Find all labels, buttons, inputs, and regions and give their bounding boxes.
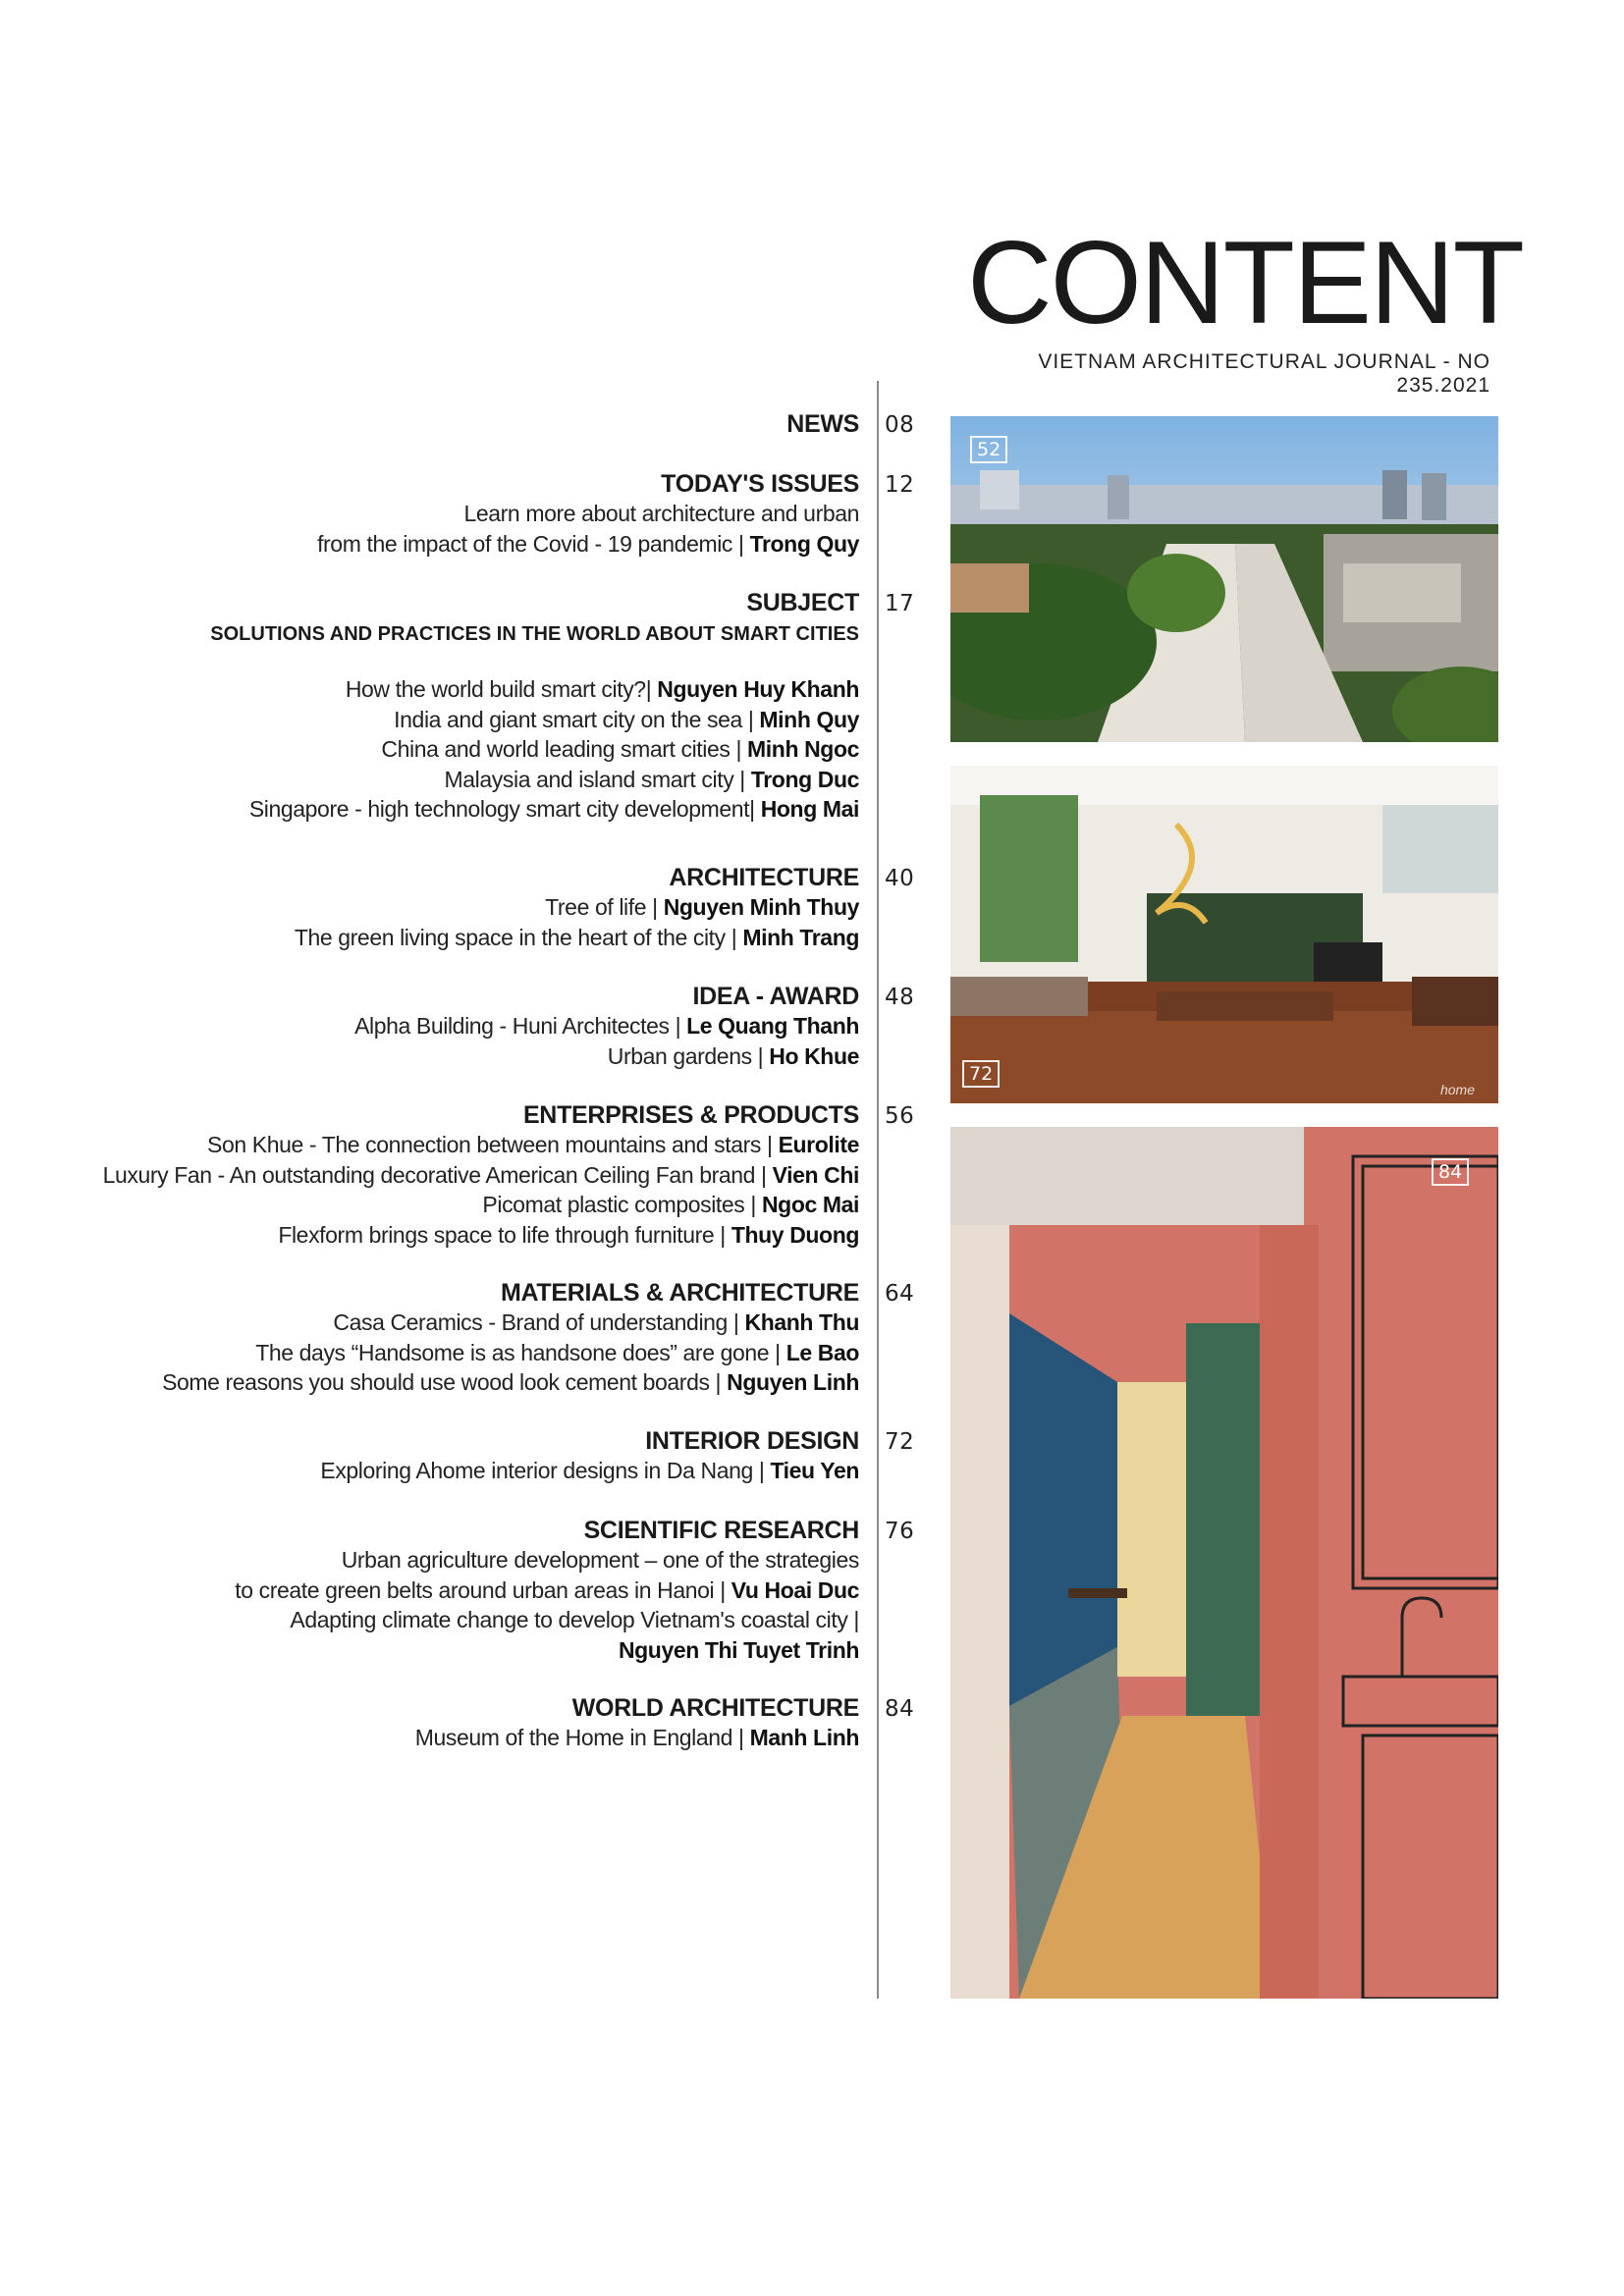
toc-section: [0, 409, 859, 439]
article-entry: [0, 892, 859, 923]
article-entry: [0, 499, 859, 529]
article-entry: [0, 1041, 859, 1072]
article-author: Vien Chi: [772, 1161, 859, 1188]
museum-corridor-photo: [950, 1127, 1498, 1999]
section-title: WORLD ARCHITECTURE: [571, 1694, 859, 1722]
article-author: Trong Duc: [750, 766, 859, 792]
article-author: Nguyen Huy Khanh: [657, 676, 859, 702]
article-title: Adapting climate change to develop Vietnam's coastal city |: [290, 1607, 859, 1632]
toc-section: [0, 1693, 859, 1753]
section-title: TODAY'S ISSUES: [661, 470, 859, 498]
article-author: Thuy Duong: [731, 1221, 859, 1248]
section-title: ENTERPRISES & PRODUCTS: [522, 1101, 859, 1129]
article-title: to create green belts around urban areas in Hanoi |: [235, 1576, 731, 1603]
article-author: Nguyen Thi Tuyet Trinh: [618, 1636, 859, 1663]
article-author: Tieu Yen: [770, 1458, 859, 1483]
toc-section: [0, 982, 859, 1071]
page-number: 84: [885, 1696, 915, 1722]
page-title: CONTENT: [967, 217, 1523, 348]
toc-section: [0, 588, 859, 825]
article-title: Alpha Building - Huni Architectes |: [354, 1013, 687, 1039]
article-author: Le Bao: [785, 1339, 859, 1365]
toc-section: [0, 1516, 859, 1665]
page-number: 76: [885, 1519, 915, 1544]
article-author: Minh Quy: [759, 706, 859, 732]
article-entry: [0, 1456, 859, 1486]
article-entry: [0, 1338, 859, 1368]
ahome-watermark: home: [1439, 1082, 1475, 1097]
article-author: Trong Quy: [749, 530, 859, 557]
toc-section: [0, 1278, 859, 1398]
article-entry: [0, 705, 859, 735]
article-title: India and giant smart city on the sea |: [394, 706, 760, 732]
article-author: Vu Hoai Duc: [731, 1576, 859, 1603]
section-title: SUBJECT: [746, 589, 859, 616]
article-title: Son Khue - The connection between mountains and stars |: [207, 1132, 779, 1157]
page-number: 72: [885, 1429, 915, 1455]
page-number: 64: [885, 1281, 915, 1307]
article-title: Learn more about architecture and urban: [463, 501, 859, 526]
article-title: The days “Handsome is as handsone does” are gone |: [255, 1339, 786, 1365]
article-title: from the impact of the Covid - 19 pandemic |: [317, 530, 750, 557]
article-author: Minh Trang: [742, 924, 859, 950]
article-entry: [0, 794, 859, 825]
article-entry: [0, 1011, 859, 1041]
article-entry: [0, 1160, 859, 1191]
article-entry: [0, 1723, 859, 1753]
article-entry: [0, 1190, 859, 1220]
article-title: Casa Ceramics - Brand of understanding |: [333, 1309, 745, 1335]
article-author: Ngoc Mai: [761, 1192, 859, 1217]
page-number: 17: [885, 591, 915, 616]
article-title: Exploring Ahome interior designs in Da Nang |: [320, 1458, 771, 1483]
article-entry: [0, 1220, 859, 1251]
article-entry: [0, 529, 859, 560]
page-number: 48: [885, 985, 915, 1010]
article-title: Museum of the Home in England |: [414, 1725, 750, 1750]
divider-line: [877, 381, 879, 1999]
toc-section: [0, 863, 859, 952]
page-number: 56: [885, 1103, 915, 1129]
section-title: NEWS: [786, 410, 859, 438]
page-badge: 52: [970, 436, 1007, 463]
living-room-photo: [950, 766, 1498, 1103]
toc-section: [0, 1100, 859, 1250]
article-entry: [0, 1545, 859, 1575]
toc-section: [0, 1426, 859, 1486]
article-title: Singapore - high technology smart city development|: [248, 796, 761, 822]
article-title: Malaysia and island smart city |: [444, 766, 751, 792]
section-title: IDEA - AWARD: [692, 983, 859, 1010]
article-title: Picomat plastic composites |: [482, 1192, 762, 1217]
article-author: Minh Ngoc: [747, 736, 859, 762]
page-number: 08: [885, 412, 915, 438]
article-title: Urban agriculture development – one of the strategies: [341, 1547, 859, 1573]
article-entry: [0, 1367, 859, 1398]
section-subtitle: SOLUTIONS AND PRACTICES IN THE WORLD ABOUT SMART CITIES: [210, 623, 859, 645]
section-title: SCIENTIFIC RESEARCH: [583, 1517, 859, 1544]
article-title: China and world leading smart cities |: [381, 736, 748, 762]
rooftop-garden-photo: [950, 416, 1498, 742]
article-author: Eurolite: [778, 1132, 859, 1157]
section-title: ARCHITECTURE: [669, 864, 859, 891]
article-entry: [0, 1130, 859, 1160]
toc-section: [0, 469, 859, 559]
article-title: Some reasons you should use wood look cement boards |: [162, 1369, 728, 1395]
section-title: INTERIOR DESIGN: [645, 1427, 859, 1455]
article-author: Le Quang Thanh: [686, 1013, 859, 1039]
article-author: Khanh Thu: [744, 1309, 859, 1335]
article-entry: [0, 674, 859, 705]
article-title: Urban gardens |: [607, 1042, 770, 1069]
article-author: Nguyen Linh: [727, 1369, 859, 1395]
article-author: Ho Khue: [769, 1042, 859, 1069]
page-number: 40: [885, 866, 915, 891]
article-entry: [0, 1605, 859, 1635]
page-badge: 84: [1432, 1158, 1469, 1186]
page-badge: 72: [962, 1060, 1000, 1088]
page-number: 12: [885, 472, 915, 498]
article-title: Luxury Fan - An outstanding decorative American Ceiling Fan brand |: [102, 1161, 773, 1188]
article-author: Nguyen Minh Thuy: [663, 894, 859, 920]
article-entry: [0, 923, 859, 953]
section-title: MATERIALS & ARCHITECTURE: [500, 1279, 859, 1307]
article-title: Tree of life |: [545, 894, 664, 920]
article-title: The green living space in the heart of the city |: [294, 924, 743, 950]
article-title: How the world build smart city?|: [345, 676, 658, 702]
article-author: Hong Mai: [760, 796, 859, 822]
article-title: Flexform brings space to life through furniture |: [278, 1221, 731, 1248]
article-entry: [0, 765, 859, 795]
article-author: Manh Linh: [749, 1725, 859, 1750]
article-entry: [0, 1308, 859, 1338]
article-entry: [0, 1575, 859, 1606]
journal-subtitle: VIETNAM ARCHITECTURAL JOURNAL - NO 235.2021: [1038, 350, 1490, 397]
article-entry: [0, 1635, 859, 1666]
article-entry: [0, 734, 859, 765]
